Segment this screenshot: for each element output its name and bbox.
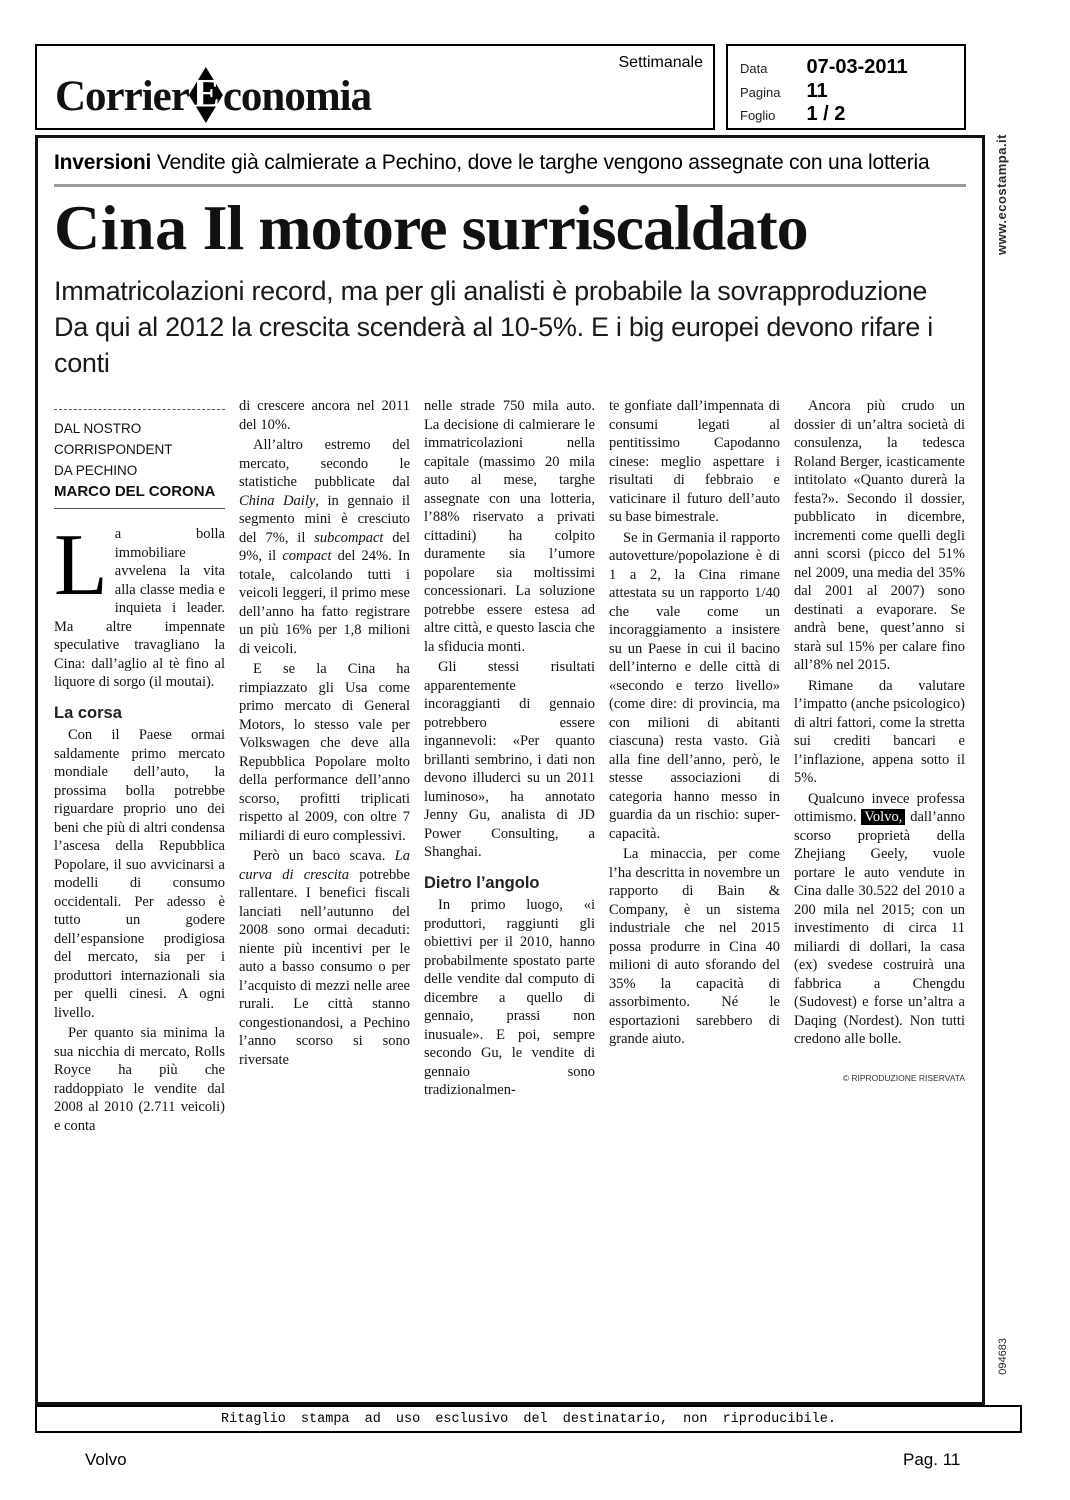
paragraph: nelle strade 750 mila auto. La decisione di calmierare le immatricolazioni nella capitale (massimo 20 mila auto al mese, targhe assegnate con una lotteria, l’88% riservato a privati cittadini) ha colpito duramente sia l’umore popolare sia moltissimi concessionari. La soluzione potrebbe essere estesa ad altre città, e questo lascia che la sfiducia monti.: [424, 398, 595, 655]
paragraph: [54, 517, 225, 692]
italic-text: compact: [282, 548, 332, 564]
section-subhead-la-corsa: La corsa: [54, 703, 122, 722]
paragraph-text: Però un baco scava.: [253, 848, 395, 864]
headline: [54, 192, 966, 263]
logo-diamond: [189, 72, 223, 118]
logo-text-right: conomia: [222, 73, 372, 120]
sheet-value: 1 / 2: [806, 103, 846, 125]
disclaimer-strip: [35, 1405, 1022, 1433]
column-3: [424, 397, 595, 1102]
meta-row-sheet: [740, 103, 845, 126]
paragraph: [239, 436, 410, 658]
date-value: 07-03-2011: [806, 56, 908, 78]
deck: [54, 273, 966, 381]
volvo-highlight: Volvo,: [861, 809, 905, 825]
article-frame: [35, 135, 985, 1405]
clipping-meta-box: [726, 44, 966, 130]
frequency-label: Settimanale: [618, 54, 703, 71]
paragraph: Per quanto sia minima la sua nicchia di mercato, Rolls Royce ha più che raddoppiato le vendite dal 2008 al 2010 (2.711 veicoli) e conta: [54, 1025, 225, 1134]
byline-line-1: DAL NOSTRO CORRISPONDENT: [54, 421, 173, 457]
section-subhead-dietro-angolo: Dietro l’angolo: [424, 873, 540, 892]
paragraph: te gonfiate dall’impennata di consumi legati al pentitissimo Capodanno cinese: meglio aspettare i risultati di febbraio e vaticinare il futuro dell’auto su base bimestrale.: [609, 398, 780, 525]
logo-text-left: Corrier: [55, 73, 189, 120]
dropcap-letter: L: [54, 517, 108, 614]
logo-text-mid: E: [193, 70, 219, 116]
paragraph: E se la Cina ha rimpiazzato gli Usa come primo mercato di General Motors, lo stesso vale per Volkswagen che deve alla Repubblica Popolare molto della performance dell’anno scorso, profitti triplicati rispetto al 2009, con oltre 7 miliardi di euro complessivi.: [239, 661, 410, 844]
disclaimer-text: Ritaglio stampa ad uso esclusivo del destinatario, non riproducibile.: [221, 1411, 836, 1427]
article-columns: [54, 397, 966, 1137]
paragraph-text: All’altro estremo del mercato, secondo le statistiche pubblicate dal: [239, 437, 410, 490]
paragraph: Gli stessi risultati apparentemente incoraggianti di gennaio potrebbero essere ingannevoli: «Per quanto brillanti sembrino, i dati non devono illuderci su un 2011 luminoso», ha annotato Jenny Gu, analista di JD Power Consulting, a Shanghai.: [424, 659, 595, 860]
kicker-rule: [54, 184, 966, 187]
paragraph-text: potrebbe rallentare. I benefici fiscali lanciati nell’autunno del 2008 sono ormai decaduti: niente più incentivi per le auto a basso consumo o per l’acquisto di mezzi nelle aree rurali. Le città stanno congestionandosi, a Pechino l’anno scorso si sono riversate: [239, 866, 410, 1068]
column-2: [239, 397, 410, 1071]
paragraph-text: dall’anno scorso proprietà della Zhejiang Geely, vuole portare le auto vendute in Cina dalle 30.522 del 2010 a 200 mila nel 2015; con un investimento di circa 11 miliardi di dollari, la casa (ex) svedese costruirà una fabbrica a Chengdu (Sudovest) e forse un’altra a Daqing (Nordest). Non tutti credono alle bolle.: [794, 809, 965, 1047]
paragraph: Con il Paese ormai saldamente primo mercato mondiale dell’auto, la prossima bolla potrebbe riguardare proprio uno dei beni che più di altri condensa l’ascesa della Repubblica Popolare, il suo avvicinarsi a modelli di consumo occidentali. Per adesso è tutto un godere dell’espansione prodigiosa del mercato, sia per i produttori internazionali sia per quelli cinesi. A ogni livello.: [54, 727, 225, 1021]
footer-page-number: Pag. 11: [903, 1450, 961, 1469]
column-5: [794, 397, 965, 1087]
paragraph: [239, 847, 410, 1069]
paragraph: La minaccia, per come l’ha descritta in novembre un rapporto di Bain & Company, è un sistema industriale che nel 2015 possa produrre in Cina 40 milioni di auto sforando del 35% la capacità di assorbimento. Né le esportazioni sarebbero di grande aiuto.: [609, 846, 780, 1047]
italic-text: China Daily: [239, 492, 316, 509]
headline-lead: Cina: [54, 192, 188, 263]
paragraph: [794, 790, 965, 1049]
kicker: [54, 150, 966, 176]
paragraph: di crescere ancora nel 2011 del 10%.: [239, 398, 410, 433]
italic-text: La curva di crescita: [239, 848, 410, 883]
meta-row-date: [740, 56, 908, 79]
column-1: [54, 397, 225, 1137]
headline-rest: Il motore surriscaldato: [187, 192, 808, 263]
copyright-notice: © RIPRODUZIONE RISERVATA: [842, 1072, 965, 1083]
kicker-text: Vendite già calmierate a Pechino, dove le targhe vengono assegnate con una lotteria: [151, 151, 930, 174]
sheet-label: Foglio: [740, 108, 776, 123]
deck-line-2: Da qui al 2012 la crescita scenderà al 10-5%. E i big europei devono rifare i conti: [54, 312, 933, 378]
paragraph-text: a bolla immobiliare avvelena la vita alla classe media e inquieta i leader. Ma altre impennate speculative travagliano la Cina: dall’aglio al tè fino al liquore di sorgo (il moutai).: [54, 526, 225, 690]
paragraph-text: Qualcuno invece professa ottimismo.: [794, 790, 965, 825]
byline-block: [54, 409, 225, 509]
meta-row-page: [740, 80, 828, 103]
byline-author: MARCO DEL CORONA: [54, 483, 216, 500]
ecostampa-url-vertical: www.ecostampa.it: [994, 134, 1009, 255]
paragraph: In primo luogo, «i produttori, raggiunti gli obiettivi per il 2010, hanno probabilmente spostato parte delle vendite dal computo di dicembre a quello di gennaio, prassi non inusuale». E poi, sempre secondo Gu, le vendite di gennaio sono tradizionalmen-: [424, 897, 595, 1098]
paragraph: Rimane da valutare l’impatto (anche psicologico) di altri fattori, come la stretta sui crediti bancari e l’inflazione, appena sotto il 5%.: [794, 677, 965, 786]
byline-line-2: DA PECHINO: [54, 463, 138, 478]
italic-text: subcompact: [314, 529, 384, 546]
page-value: 11: [806, 80, 828, 102]
paragraph: Se in Germania il rapporto autovetture/popolazione è di 1 a 2, la Cina rimane attestata su un rapporto 1/40 che vale come un incoraggiamento a insistere su un Paese in cui il bacino dell’interno e delle città di «secondo e terzo livello» (come dire: di provincia, ma con milioni di abitanti ciascuna) resta vasto. Già alla fine dell’anno, però, le stesse associazioni di categoria hanno messo in guardia da un rischio: super-capacità.: [609, 529, 780, 842]
masthead-box: [35, 44, 715, 130]
footer-client-name: Volvo: [85, 1450, 127, 1469]
newspaper-logo: [55, 72, 371, 121]
deck-line-1: Immatricolazioni record, ma per gli analisti è probabile la sovrapproduzione: [54, 276, 928, 306]
kicker-tag: Inversioni: [54, 151, 152, 174]
column-4: [609, 397, 780, 1051]
paragraph-text: , in gennaio il segmento mini è cresciuto del 7%, il: [239, 492, 410, 546]
date-label: Data: [740, 61, 768, 76]
clipping-code-vertical: 094683: [997, 1338, 1009, 1375]
paragraph-text: del 24%. In totale, calcolando tutti i veicoli leggeri, il primo mese dell’anno ha fatto registrare un più 16% per 1,8 milioni di veicoli.: [239, 548, 410, 657]
paragraph: Ancora più crudo un dossier di un’altra società di consulenza, la tedesca Roland Berger, icasticamente intitolato «Quanto durerà la festa?». Secondo il dossier, pubblicato in dicembre, incrementi come quelli degli anni scorsi (picco del 51% nel 2009, una media del 35% dal 2001 al 2007) sono destinati a evaporare. Se andrà bene, quest’anno si starà sul 15% per calare fino all’8% nel 2015.: [794, 398, 965, 673]
page-label: Pagina: [740, 85, 781, 100]
paragraph-text: del 9%, il: [239, 529, 410, 564]
